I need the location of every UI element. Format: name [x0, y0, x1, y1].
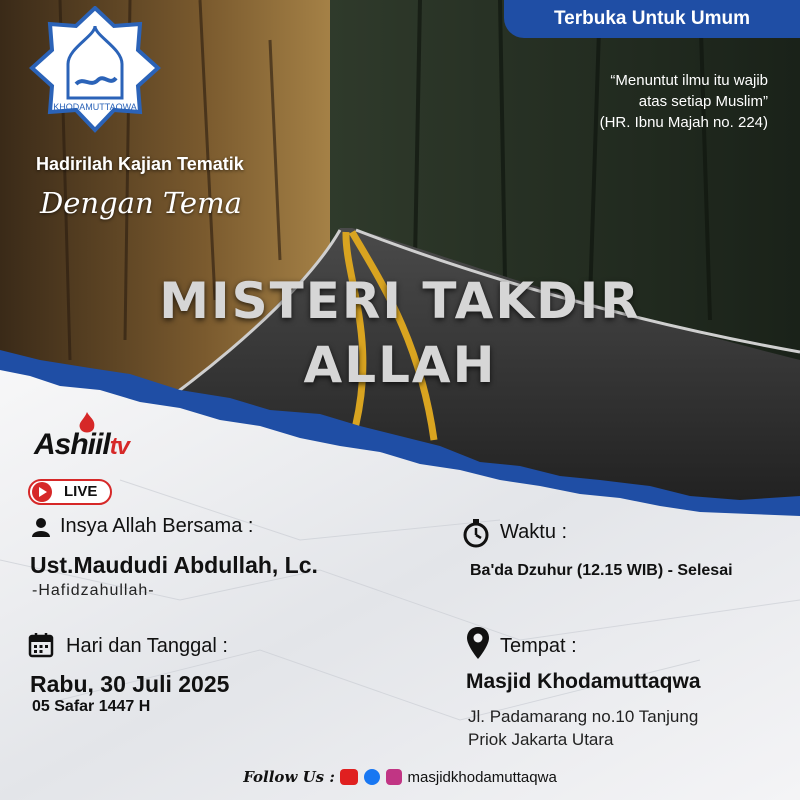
quote-source: (HR. Ibnu Majah no. 224)	[599, 114, 768, 131]
date-label: Hari dan Tanggal :	[66, 635, 228, 657]
channel-name: Ashiil	[34, 428, 110, 461]
speaker-label: Insya Allah Bersama :	[60, 515, 254, 537]
place-label: Tempat :	[500, 635, 577, 657]
quote-line: “Menuntut ilmu itu wajib	[610, 72, 768, 89]
address-line: Jl. Padamarang no.10 Tanjung	[468, 707, 699, 726]
venue-name: Masjid Khodamuttaqwa	[466, 670, 701, 693]
location-pin-icon	[466, 626, 490, 660]
venue-address	[468, 705, 698, 751]
speaker-honorific: -Hafidzahullah-	[32, 582, 155, 599]
quote-line: atas setiap Muslim”	[638, 93, 768, 110]
calendar-icon	[28, 632, 54, 658]
event-title-line1: MISTERI TAKDIR	[159, 272, 641, 330]
person-icon	[30, 516, 52, 538]
stopwatch-icon	[462, 518, 490, 548]
facebook-icon[interactable]	[364, 769, 380, 785]
open-to-public-badge: Terbuka Untuk Umum	[504, 0, 800, 38]
hijri-date: 05 Safar 1447 H	[32, 698, 151, 715]
logo-label: KHODAMUTTAQWA	[53, 102, 137, 112]
follow-bar	[0, 768, 800, 786]
gregorian-date: Rabu, 30 Juli 2025	[30, 671, 230, 697]
social-handle[interactable]: masjidkhodamuttaqwa	[407, 769, 557, 786]
event-title-line2: ALLAH	[303, 336, 497, 394]
youtube-icon[interactable]	[340, 769, 358, 785]
live-label: LIVE	[64, 483, 98, 500]
intro-text: Hadirilah Kajian Tematik	[36, 154, 244, 174]
play-icon	[32, 482, 52, 502]
address-line: Priok Jakarta Utara	[468, 730, 614, 749]
follow-label: Follow Us :	[243, 768, 335, 786]
channel-logo	[34, 428, 129, 462]
theme-label: Dengan Tema	[40, 186, 242, 220]
speaker-name: Ust.Maududi Abdullah, Lc.	[30, 552, 318, 578]
instagram-icon[interactable]	[386, 769, 402, 785]
time-value: Ba'da Dzuhur (12.15 WIB) - Selesai	[470, 562, 733, 579]
khodamuttaqwa-logo	[28, 6, 162, 136]
time-label: Waktu :	[500, 521, 568, 543]
hadith-quote	[468, 70, 768, 133]
channel-suffix: tv	[109, 433, 130, 460]
live-badge	[28, 479, 112, 505]
